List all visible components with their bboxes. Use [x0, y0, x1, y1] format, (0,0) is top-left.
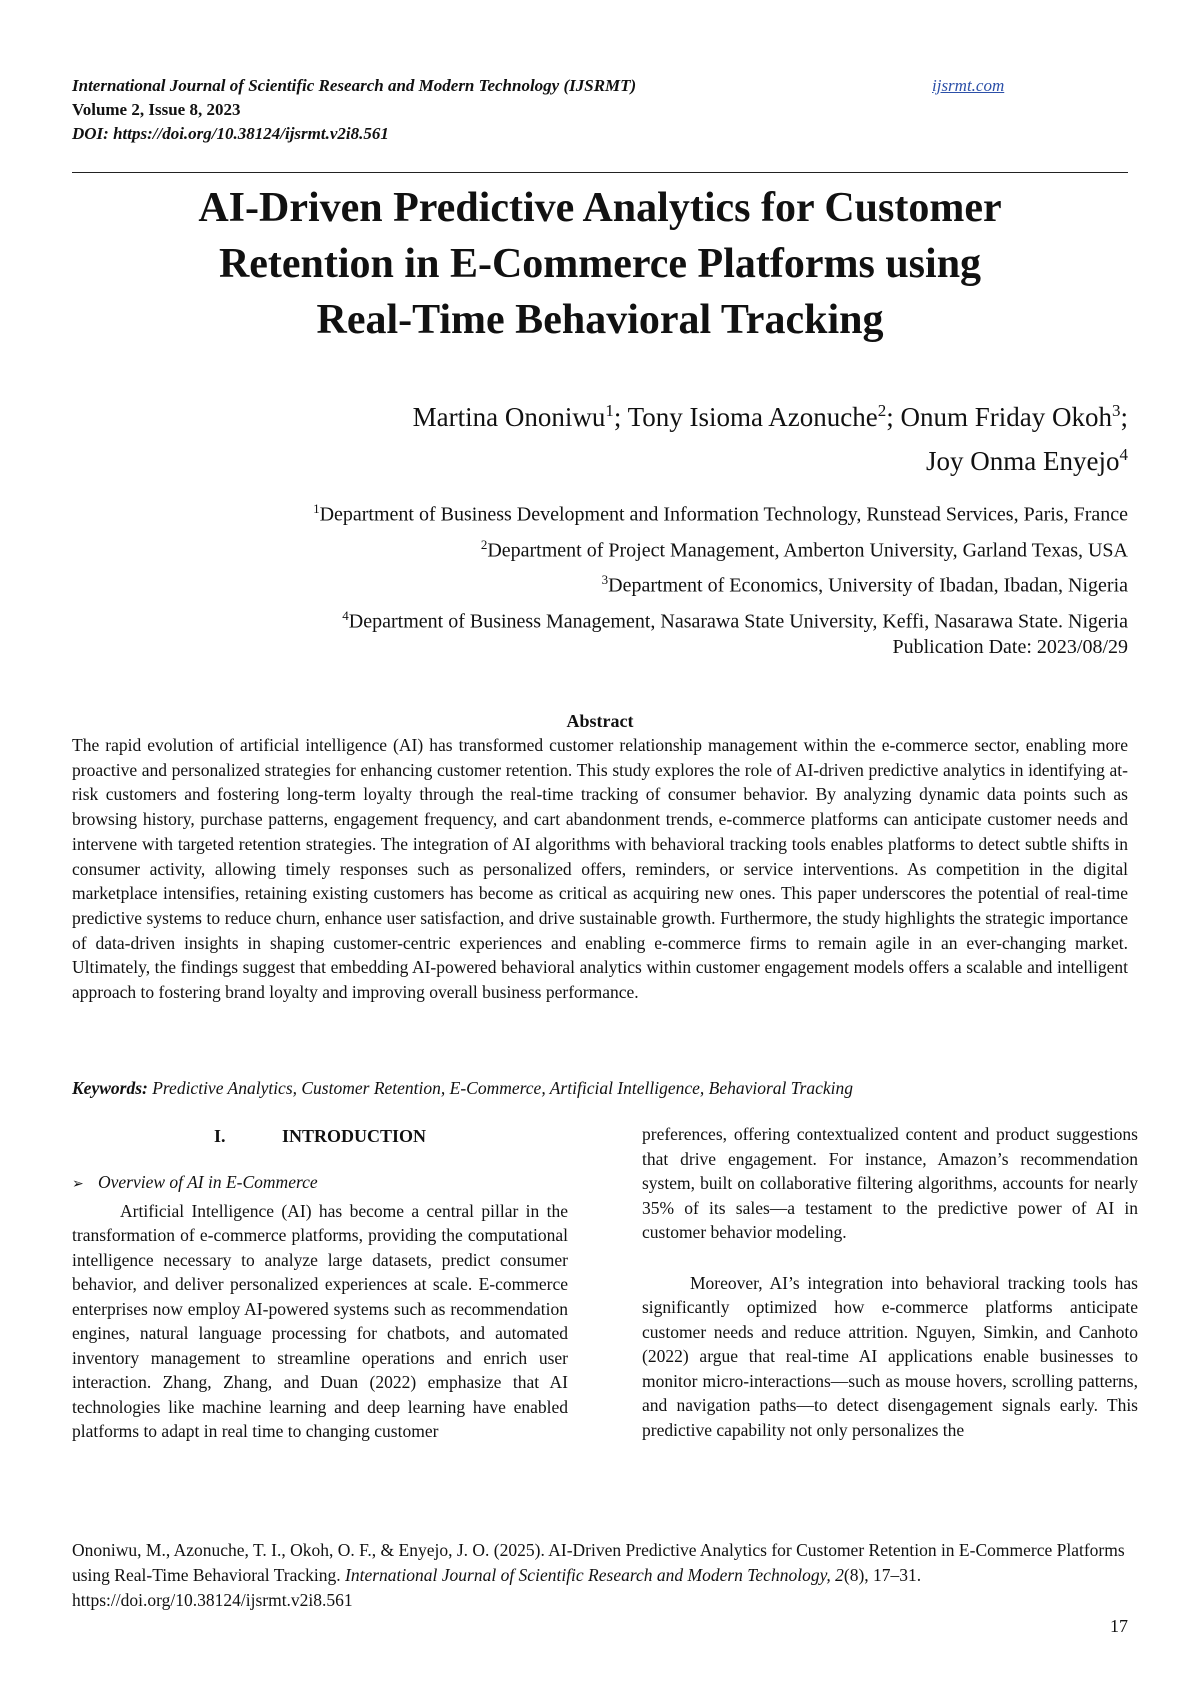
- citation-footer: [72, 1538, 1128, 1613]
- affiliation-1: $^1$Department of Business Development and Information Technology, Runstead Services, Paris, France: [313, 501, 1128, 526]
- keywords-label: Keywords:: [72, 1078, 148, 1098]
- citation-pages-doi: (8), 17–31. https://doi.org/10.38124/ijsrmt.v2i8.561: [72, 1565, 922, 1610]
- paper-title: [72, 180, 1128, 348]
- affiliation-4: $^4$Department of Business Management, Nasarawa State University, Keffi, Nasarawa State. Nigeria: [342, 607, 1128, 633]
- affiliation-3: $^3$Department of Economics, University of Ibadan, Ibadan, Nigeria: [601, 572, 1128, 597]
- volume-issue: Volume 2, Issue 8, 2023: [72, 100, 241, 119]
- title-line-1: AI-Driven Predictive Analytics for Customer: [198, 185, 1002, 231]
- page-number: 17: [1110, 1616, 1128, 1636]
- author-4: Joy Onma Enyejo$^4$: [926, 445, 1128, 476]
- subsection-heading: [72, 1170, 568, 1198]
- author-3: Onum Friday Okoh$^3$;: [900, 401, 1128, 432]
- arrow-bullet-icon: ➢: [72, 1177, 84, 1192]
- abstract-text: The rapid evolution of artificial intelligence (AI) has transformed customer relationship management within the e-commerce sector, enabling more proactive and personalized strategies for enhancing customer retention. This study explores the role of AI-driven predictive analytics in identifying at-risk customers and fostering long-term loyalty through the real-time tracking of consumer behavior. By analyzing dynamic data points such as browsing history, purchase patterns, engagement frequency, and cart abandonment trends, e-commerce platforms can anticipate customer needs and intervene with targeted retention strategies. The integration of AI algorithms with behavioral tracking tools enables platforms to detect subtle shifts in consumer activity, allowing timely responses such as personalized offers, reminders, or service interventions. As competition in the digital marketplace intensifies, retaining existing customers has become as critical as acquiring new ones. This paper underscores the potential of real-time predictive systems to reduce churn, enhance user satisfaction, and drive sustainable growth. Furthermore, the study highlights the strategic importance of data-driven insights in shaping customer-centric experiences and enabling e-commerce firms to remain agile in an ever-changing market. Ultimately, the findings suggest that embedding AI-powered behavioral analytics within customer engagement models offers a scalable and intelligent approach to fostering brand loyalty and improving overall business performance.: [72, 735, 1128, 1003]
- intro-paragraph-1: Artificial Intelligence (AI) has become a central pillar in the transformation of e-commerce platforms, providing the computational intelligence necessary to analyze large datasets, predict consumer behavior, and deliver personalized experiences at scale. E-commerce enterprises now employ AI-powered systems such as recommendation engines, natural language processing for chatbots, and automated inventory management to streamline operations and enrich user interaction. Zhang, Zhang, and Duan (2022) emphasize that AI technologies like machine learning and deep learning have enabled platforms to adapt in real time to changing customer: [72, 1200, 568, 1441]
- journal-name: International Journal of Scientific Research and Modern Technology (IJSRMT): [72, 76, 637, 95]
- affiliation-2: $^2$Department of Project Management, Amberton University, Garland Texas, USA: [480, 536, 1128, 562]
- author-1: Martina Ononiwu$^1$;: [412, 401, 628, 432]
- left-column: [72, 1124, 568, 1444]
- author-list: [128, 392, 1128, 480]
- abstract-heading: Abstract: [566, 711, 634, 731]
- citation-journal: International Journal of Scientific Research and Modern Technology, 2: [345, 1565, 844, 1585]
- keywords-list: Predictive Analytics, Customer Retention, E-Commerce, Artificial Intelligence, Behavioral Tracking: [147, 1078, 854, 1098]
- intro-paragraph-2: Moreover, AI’s integration into behavioral tracking tools has significantly optimized how e-commerce platforms anticipate customer needs and reduce attrition. Nguyen, Simkin, and Canhoto (2022) argue that real-time AI applications enable businesses to monitor micro-interactions—such as mouse hovers, scrolling patterns, and navigation paths—to detect disengagement signals early. This predictive capability not only personalizes the: [642, 1272, 1138, 1440]
- section-number: I.: [213, 1126, 226, 1146]
- header-divider: [72, 172, 1128, 173]
- title-line-3: Real-Time Behavioral Tracking: [316, 297, 884, 343]
- section-title: INTRODUCTION: [281, 1126, 427, 1146]
- journal-header: [72, 74, 1032, 146]
- subsection-title: Overview of AI in E-Commerce: [98, 1172, 318, 1192]
- section-heading: [72, 1124, 568, 1148]
- journal-site-link[interactable]: ijsrmt.com: [932, 76, 1005, 95]
- right-column: [642, 1122, 1138, 1442]
- header-doi: DOI: https://doi.org/10.38124/ijsrmt.v2i8.561: [72, 124, 389, 143]
- keywords: [72, 1076, 1128, 1100]
- intro-paragraph-continued: preferences, offering contextualized content and product suggestions that drive engagement. For instance, Amazon’s recommendation system, built on collaborative filtering algorithms, accounts for nearly 35% of its sales—a testament to the predictive power of AI in customer behavior modeling.: [642, 1124, 1138, 1242]
- citation-authors: Ononiwu, M., Azonuche, T. I., Okoh, O. F., & Enyejo, J. O. (2025). AI-Driven Predictive Analytics for Customer Retention in E-Commerce Platforms using Real-Time Behavioral Tracking.: [72, 1540, 1125, 1585]
- author-2: Tony Isioma Azonuche$^2$;: [627, 401, 901, 432]
- publication-date: Publication Date: 2023/08/29: [892, 636, 1128, 658]
- affiliation-list: [68, 494, 1128, 637]
- title-line-2: Retention in E-Commerce Platforms using: [218, 241, 982, 287]
